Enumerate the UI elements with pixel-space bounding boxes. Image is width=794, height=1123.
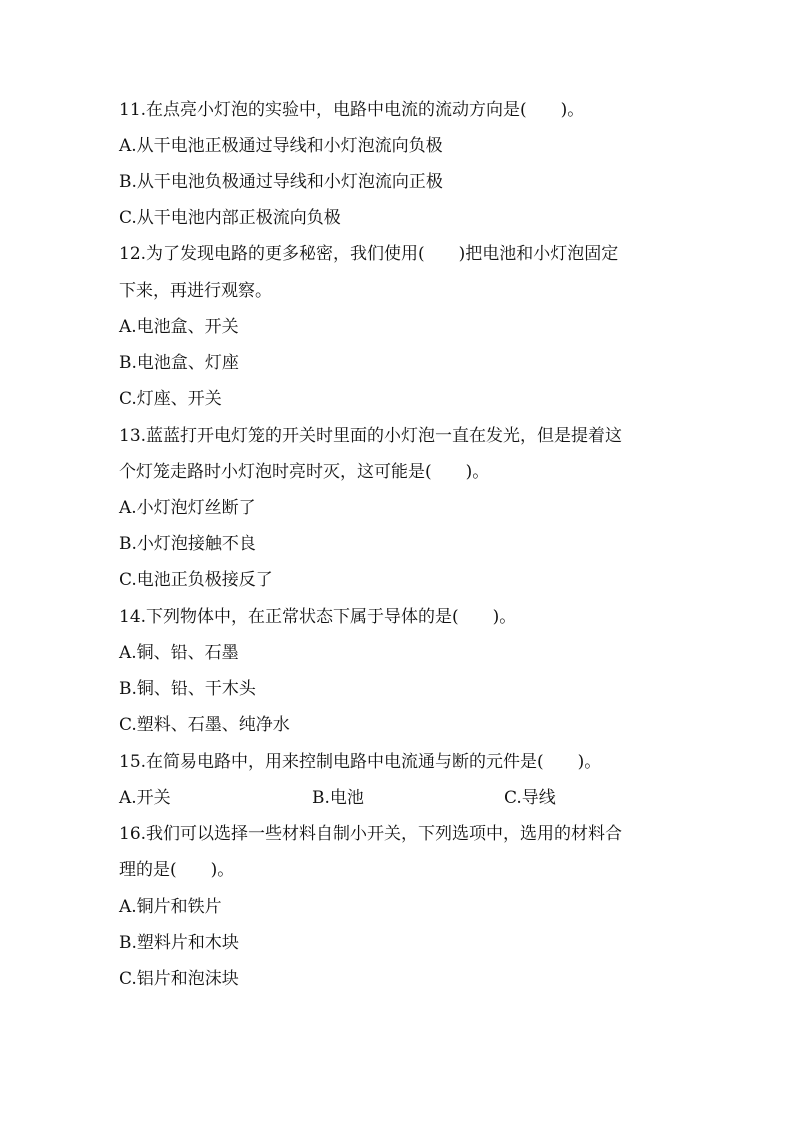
question-16-option-c: C.铝片和泡沫块: [119, 969, 239, 989]
question-15-stem: 15.在简易电路中，用来控制电路中电流通与断的元件是( )。: [119, 752, 602, 772]
question-14-stem: 14.下列物体中，在正常状态下属于导体的是( )。: [119, 607, 517, 627]
question-13-option-a: A.小灯泡灯丝断了: [119, 498, 256, 518]
question-12-option-b: B.电池盒、灯座: [119, 353, 239, 373]
question-11-option-b: B.从干电池负极通过导线和小灯泡流向正极: [119, 172, 443, 192]
question-15-option-b: B.电池: [312, 788, 364, 808]
question-12-option-a: A.电池盒、开关: [119, 317, 239, 337]
question-15-option-a: A.开关: [119, 788, 171, 808]
question-11-stem: 11.在点亮小灯泡的实验中，电路中电流的流动方向是( )。: [119, 100, 585, 120]
question-16-stem-line-1: 16.我们可以选择一些材料自制小开关，下列选项中，选用的材料合: [119, 824, 623, 844]
question-13-option-c: C.电池正负极接反了: [119, 570, 273, 590]
question-15-option-c: C.导线: [504, 788, 556, 808]
question-13-stem-line-2: 个灯笼走路时小灯泡时亮时灭，这可能是( )。: [119, 462, 490, 482]
question-13-option-b: B.小灯泡接触不良: [119, 534, 256, 554]
question-12-option-c: C.灯座、开关: [119, 389, 222, 409]
question-14-option-c: C.塑料、石墨、纯净水: [119, 715, 290, 735]
question-16-option-b: B.塑料片和木块: [119, 933, 239, 953]
question-12-stem-line-1: 12.为了发现电路的更多秘密，我们使用( )把电池和小灯泡固定: [119, 244, 619, 264]
question-14-option-a: A.铜、铅、石墨: [119, 643, 239, 663]
question-12-stem-line-2: 下来，再进行观察。: [119, 281, 272, 301]
question-16-stem-line-2: 理的是( )。: [119, 860, 235, 880]
question-14-option-b: B.铜、铅、干木头: [119, 679, 256, 699]
question-13-stem-line-1: 13.蓝蓝打开电灯笼的开关时里面的小灯泡一直在发光，但是提着这: [119, 426, 623, 446]
question-16-option-a: A.铜片和铁片: [119, 897, 222, 917]
question-11-option-c: C.从干电池内部正极流向负极: [119, 208, 341, 228]
question-11-option-a: A.从干电池正极通过导线和小灯泡流向负极: [119, 136, 443, 156]
